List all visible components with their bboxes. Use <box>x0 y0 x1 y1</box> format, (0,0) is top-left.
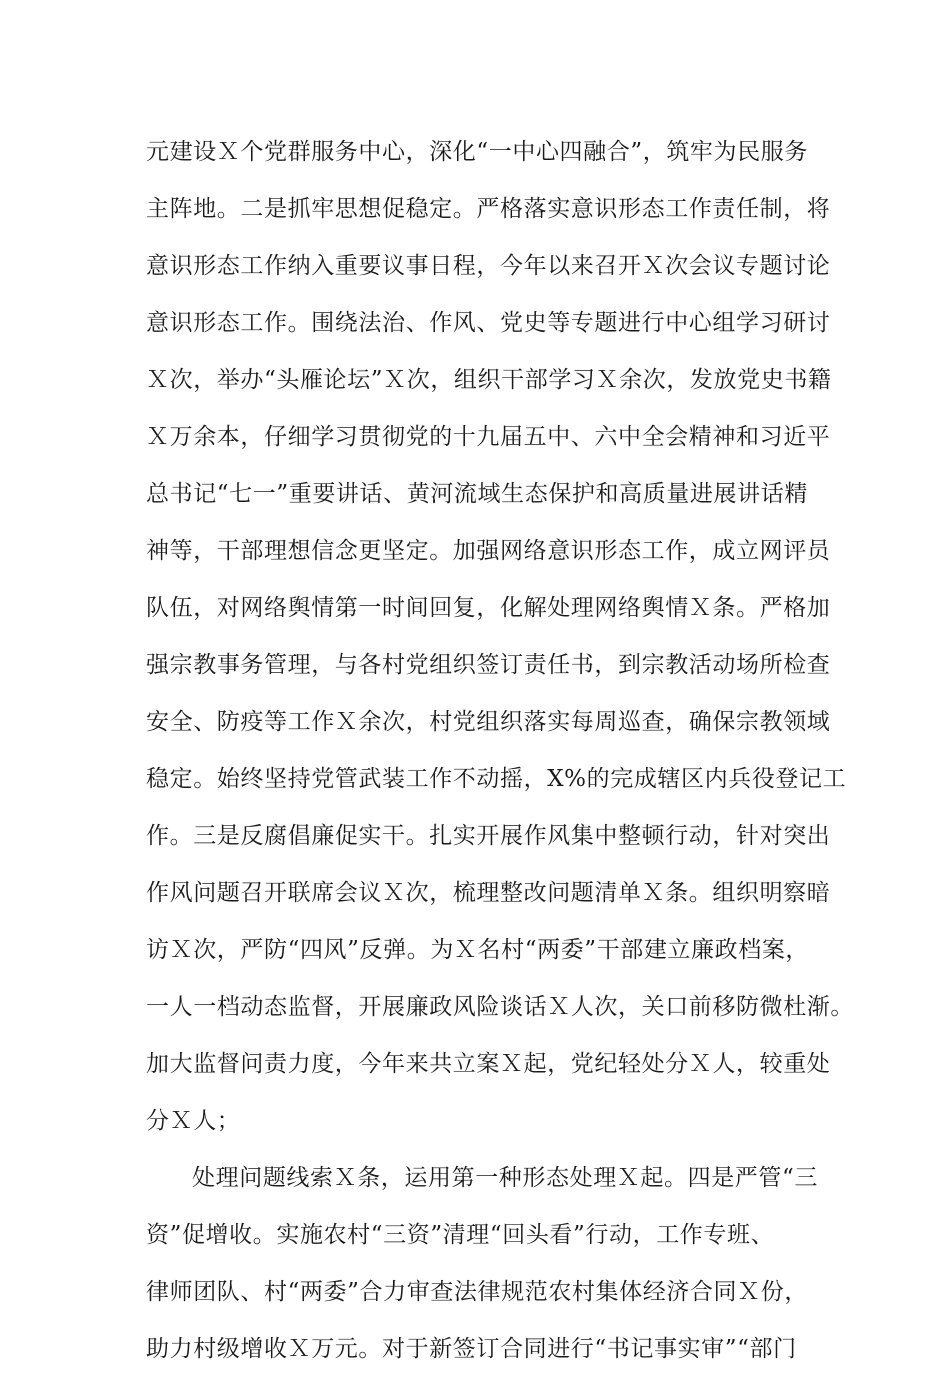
text-line-8: 神等，干部理想信念更坚定。加强网络意识形态工作，成立网评员 <box>146 538 831 564</box>
text-line-4: 意识形态工作。围绕法治、作风、党史等专题进行中心组学习研讨 <box>146 310 831 336</box>
text-line-14: 作风问题召开联席会议Ｘ次，梳理整改问题清单Ｘ条。组织明察暗 <box>146 880 831 906</box>
text-line-21: 律师团队、村“两委”合力审查法律规范农村集体经济合同Ｘ份， <box>146 1279 808 1305</box>
text-line-9: 队伍，对网络舆情第一时间回复，化解处理网络舆情Ｘ条。严格加 <box>146 595 831 621</box>
text-line-12: 稳定。始终坚持党管武装工作不动摇，X%的完成辖区内兵役登记工 <box>146 766 847 792</box>
text-line-10: 强宗教事务管理，与各村党组织签订责任书，到宗教活动场所检查 <box>146 652 831 678</box>
text-line-3: 意识形态工作纳入重要议事日程，今年以来召开Ｘ次会议专题讨论 <box>146 253 831 279</box>
text-line-2: 主阵地。二是抓牢思想促稳定。严格落实意识形态工作责任制，将 <box>146 196 831 222</box>
text-line-5: Ｘ次，举办“头雁论坛”Ｘ次，组织干部学习Ｘ余次，发放党史书籍 <box>146 367 832 393</box>
text-line-16: 一人一档动态监督，开展廉政风险谈话Ｘ人次，关口前移防微杜渐。 <box>146 994 854 1020</box>
text-line-18: 分Ｘ人； <box>146 1108 241 1134</box>
text-line-7: 总书记“七一”重要讲话、黄河流域生态保护和高质量进展讲话精 <box>146 481 808 507</box>
text-line-6: Ｘ万余本，仔细学习贯彻党的十九届五中、六中全会精神和习近平 <box>146 424 831 450</box>
text-line-17: 加大监督问责力度，今年来共立案Ｘ起，党纪轻处分Ｘ人，较重处 <box>146 1051 831 1077</box>
text-line-15: 访Ｘ次，严防“四风”反弹。为Ｘ名村“两委”干部建立廉政档案， <box>146 937 810 963</box>
text-line-1: 元建设Ｘ个党群服务中心，深化“一中心四融合”，筑牢为民服务 <box>146 139 808 165</box>
body-text <box>146 124 854 1378</box>
text-line-13: 作。三是反腐倡廉促实干。扎实开展作风集中整顿行动，针对突出 <box>146 823 831 849</box>
text-line-19: 处理问题线索Ｘ条，运用第一种形态处理Ｘ起。四是严管“三 <box>192 1165 818 1191</box>
text-line-11: 安全、防疫等工作Ｘ余次，村党组织落实每周巡查，确保宗教领域 <box>146 709 831 735</box>
text-line-22: 助力村级增收Ｘ万元。对于新签订合同进行“书记事实审”“部门 <box>146 1336 797 1362</box>
text-line-20: 资”促增收。实施农村“三资”清理“回头看”行动，工作专班、 <box>146 1222 775 1248</box>
